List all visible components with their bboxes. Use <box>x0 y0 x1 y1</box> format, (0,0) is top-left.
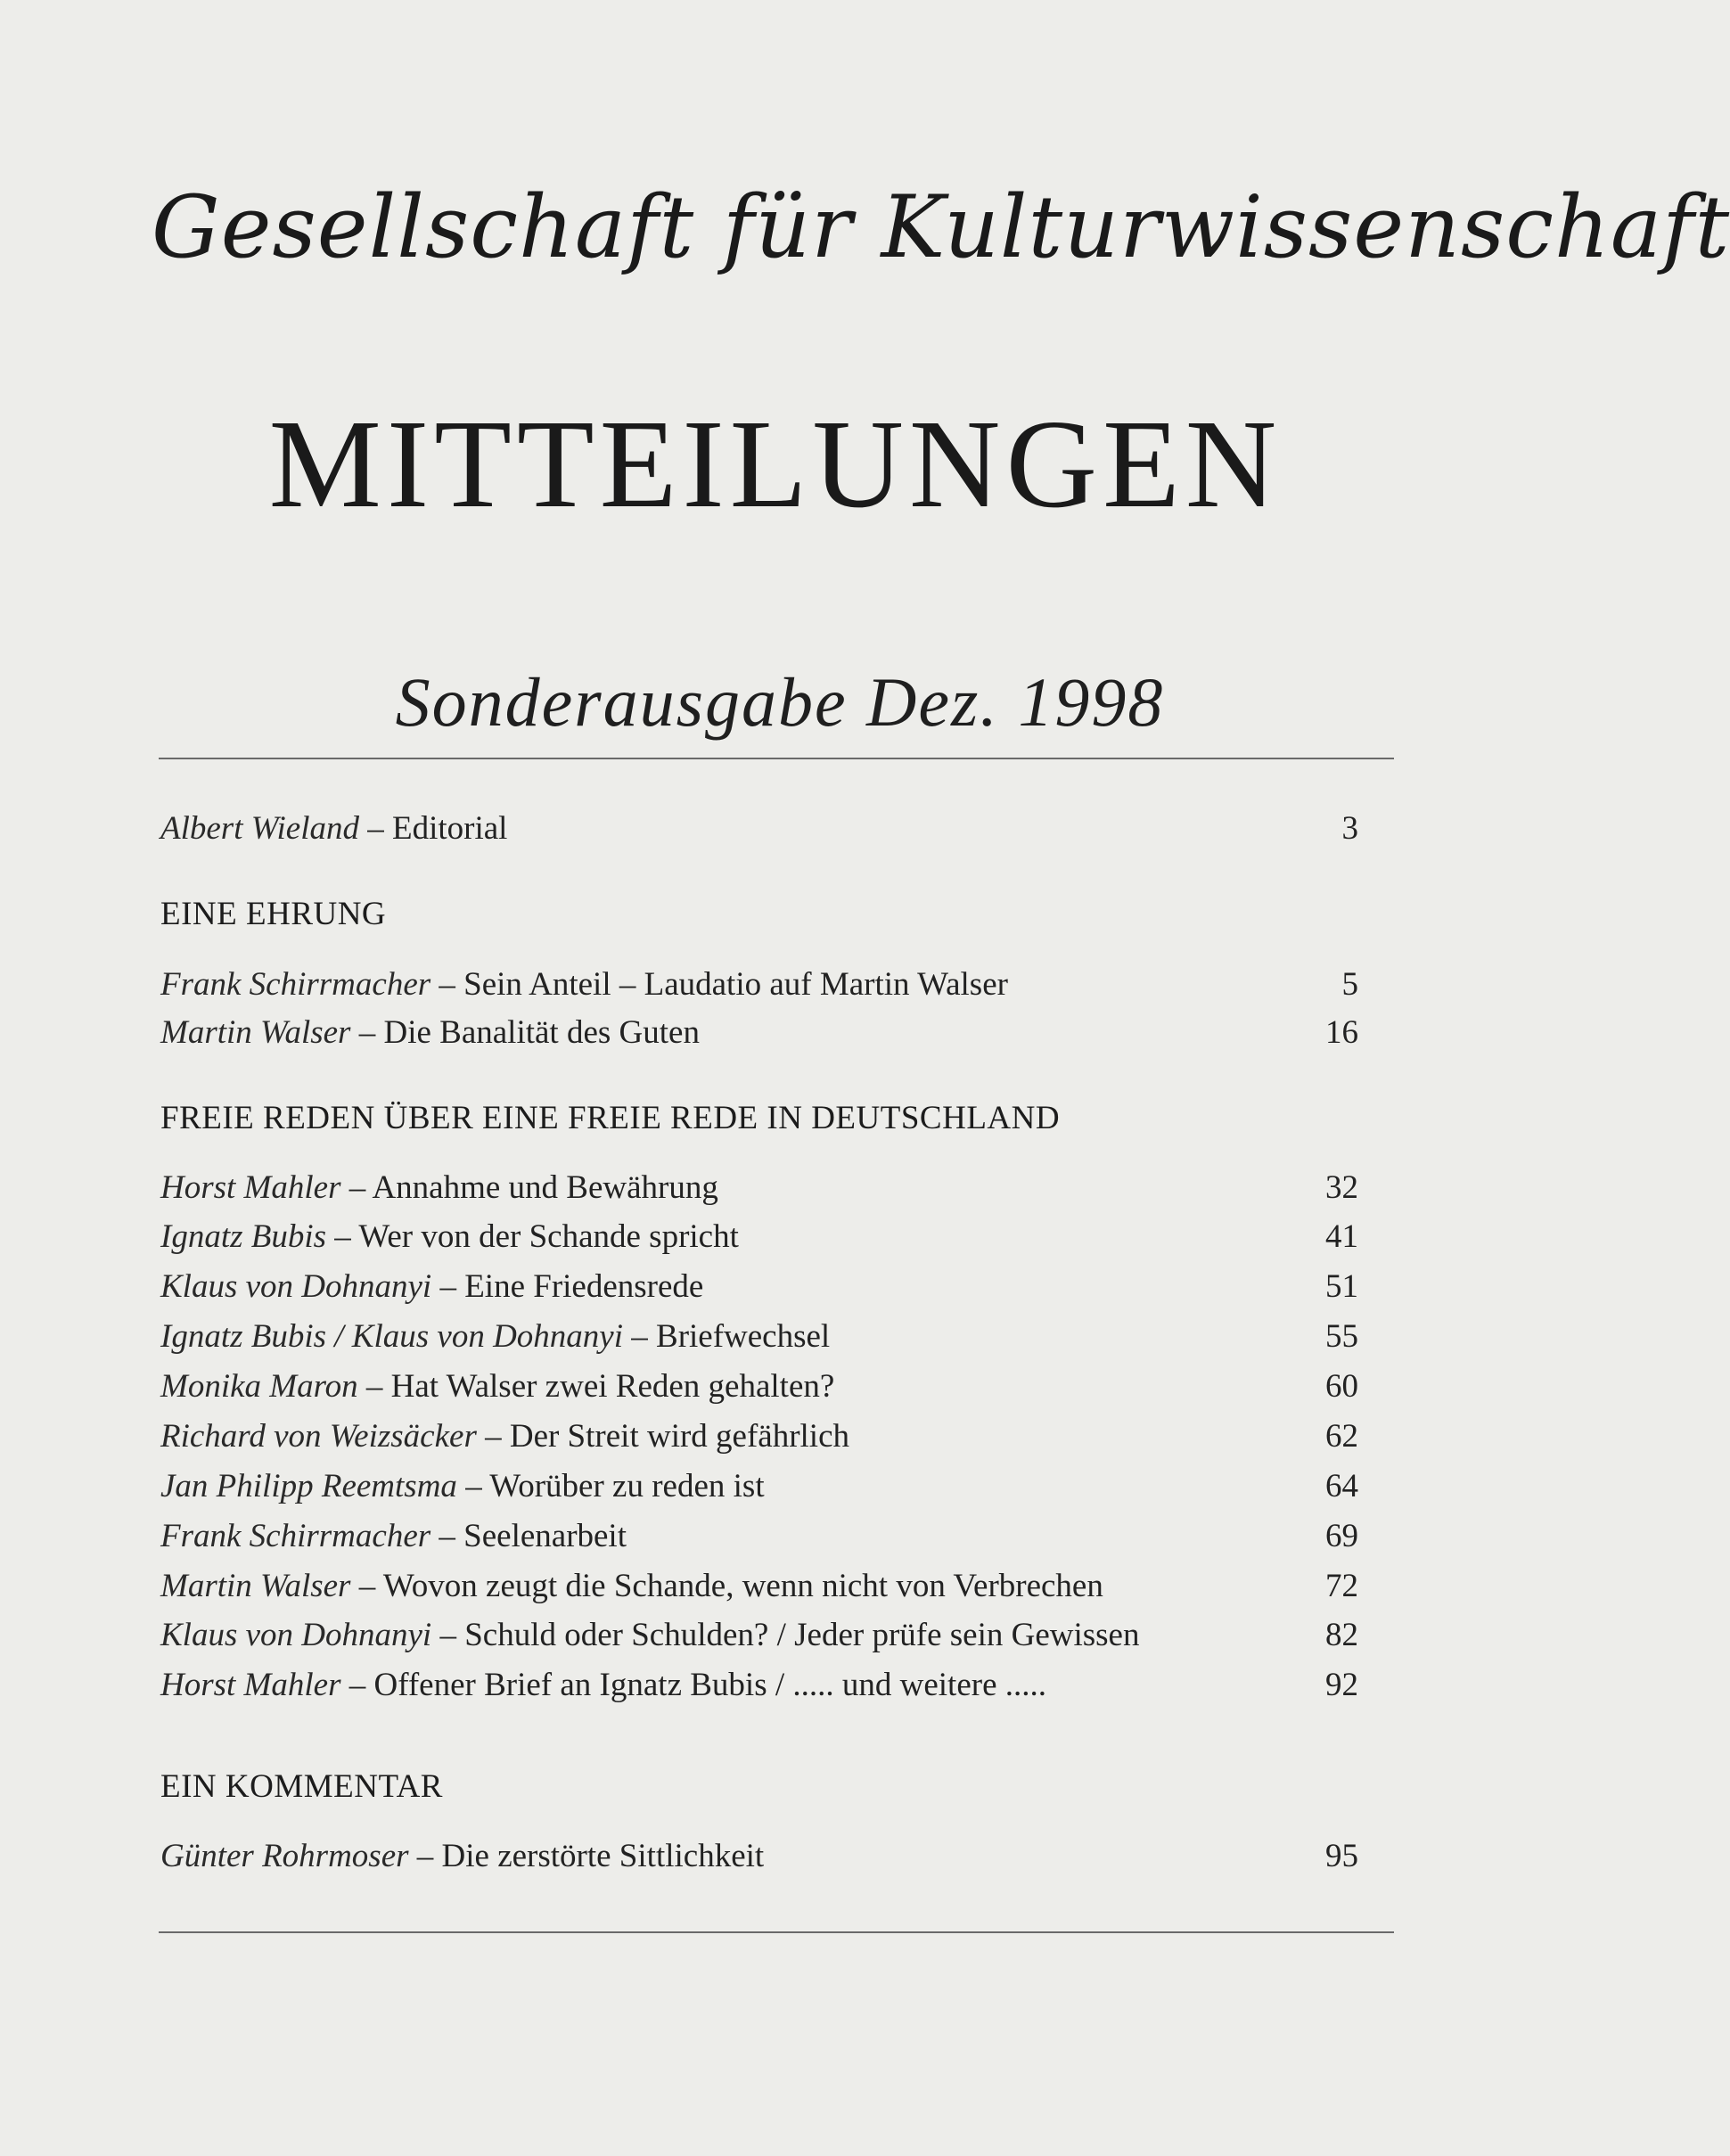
toc-entry <box>160 1315 830 1359</box>
toc-entry <box>160 1011 700 1055</box>
toc-title: Der Streit wird gefährlich <box>509 1418 850 1455</box>
toc-page-number: 82 <box>1325 1617 1358 1653</box>
toc-row <box>160 1663 1358 1708</box>
toc-separator: – <box>350 1014 384 1051</box>
toc-author: Ignatz Bubis / Klaus von Dohnanyi <box>160 1318 624 1355</box>
section-heading-eine-ehrung: EINE EHRUNG <box>160 896 387 932</box>
toc-author: Horst Mahler <box>160 1667 341 1703</box>
toc-row <box>160 1265 1358 1309</box>
toc-title: Eine Friedensrede <box>464 1268 704 1305</box>
toc-row <box>160 1564 1358 1609</box>
toc-page-number: 72 <box>1325 1568 1358 1604</box>
society-name: Gesellschaft für Kulturwissenschaft <box>152 177 1730 277</box>
toc-author: Horst Mahler <box>160 1169 341 1206</box>
top-divider <box>159 758 1394 759</box>
toc-entry <box>160 1365 834 1409</box>
toc-page-number: 41 <box>1325 1218 1358 1255</box>
toc-entry <box>160 1663 1046 1708</box>
toc-entry <box>160 1414 849 1459</box>
toc-title: Offener Brief an Ignatz Bubis / ..... und weitere ..... <box>373 1667 1046 1703</box>
toc-author: Martin Walser <box>160 1568 351 1604</box>
toc-author: Jan Philipp Reemtsma <box>160 1468 457 1504</box>
masthead-title: MITTEILUNGEN <box>268 393 1283 534</box>
issue-subtitle: Sonderausgabe Dez. 1998 <box>395 663 1165 741</box>
toc-title: Wovon zeugt die Schande, wenn nicht von Verbrechen <box>382 1568 1103 1604</box>
section-heading-freie-reden: FREIE REDEN ÜBER EINE FREIE REDE IN DEUTSCHLAND <box>160 1100 1061 1136</box>
toc-author: Ignatz Bubis <box>160 1218 327 1255</box>
toc-title: Seelenarbeit <box>463 1518 627 1554</box>
toc-row <box>160 1011 1358 1055</box>
toc-separator: – <box>476 1418 510 1455</box>
toc-author: Martin Walser <box>160 1014 351 1051</box>
toc-page-number: 69 <box>1325 1518 1358 1554</box>
toc-author: Klaus von Dohnanyi <box>160 1617 432 1653</box>
toc-title: Schuld oder Schulden? / Jeder prüfe sein Gewissen <box>464 1617 1140 1653</box>
toc-row <box>160 1514 1358 1559</box>
toc-row <box>160 1315 1358 1359</box>
toc-separator: – <box>430 966 464 1003</box>
toc-row-editorial <box>160 807 1358 851</box>
toc-title: Wer von der Schande spricht <box>358 1218 739 1255</box>
toc-page-number: 16 <box>1325 1014 1358 1051</box>
toc-separator: – <box>431 1617 465 1653</box>
toc-entry <box>160 1564 1103 1609</box>
toc-entry <box>160 963 1008 1007</box>
toc-row <box>160 1834 1358 1879</box>
toc-page-number: 3 <box>1341 810 1358 847</box>
toc-page-number: 92 <box>1325 1667 1358 1703</box>
toc-row <box>160 1365 1358 1409</box>
toc-separator: – <box>350 1568 383 1604</box>
toc-entry <box>160 807 507 851</box>
toc-row <box>160 1613 1358 1658</box>
toc-page-number: 95 <box>1325 1838 1358 1874</box>
toc-row <box>160 1166 1358 1210</box>
toc-title: Sein Anteil – Laudatio auf Martin Walser <box>463 966 1008 1003</box>
toc-separator: – <box>326 1218 359 1255</box>
toc-title: Briefwechsel <box>656 1318 831 1355</box>
toc-page-number: 51 <box>1325 1268 1358 1305</box>
toc-page-number: 5 <box>1341 966 1358 1003</box>
toc-separator: – <box>357 1368 391 1405</box>
toc-title: Worüber zu reden ist <box>489 1468 765 1504</box>
toc-title: Annahme und Bewährung <box>372 1169 718 1206</box>
toc-author: Klaus von Dohnanyi <box>160 1268 432 1305</box>
toc-author: Albert Wieland <box>160 810 359 847</box>
toc-separator: – <box>340 1667 374 1703</box>
toc-title: Editorial <box>392 810 508 847</box>
toc-entry <box>160 1265 703 1309</box>
toc-separator: – <box>431 1268 465 1305</box>
toc-row <box>160 1215 1358 1259</box>
toc-title: Die Banalität des Guten <box>383 1014 700 1051</box>
toc-page-number: 60 <box>1325 1368 1358 1405</box>
section-heading-ein-kommentar: EIN KOMMENTAR <box>160 1768 443 1805</box>
toc-row <box>160 963 1358 1007</box>
toc-row <box>160 1414 1358 1459</box>
toc-author: Frank Schirrmacher <box>160 966 431 1003</box>
toc-separator: – <box>340 1169 373 1206</box>
toc-row <box>160 1464 1358 1509</box>
toc-page-number: 64 <box>1325 1468 1358 1504</box>
toc-author: Günter Rohrmoser <box>160 1838 409 1874</box>
toc-entry <box>160 1834 764 1879</box>
toc-page-number: 32 <box>1325 1169 1358 1206</box>
toc-title: Hat Walser zwei Reden gehalten? <box>390 1368 835 1405</box>
toc-entry <box>160 1464 765 1509</box>
toc-page-number: 62 <box>1325 1418 1358 1455</box>
toc-separator: – <box>623 1318 657 1355</box>
toc-page-number: 55 <box>1325 1318 1358 1355</box>
toc-separator: – <box>359 810 392 847</box>
toc-separator: – <box>430 1518 464 1554</box>
toc-entry <box>160 1514 627 1559</box>
toc-entry <box>160 1613 1139 1658</box>
toc-author: Richard von Weizsäcker <box>160 1418 477 1455</box>
toc-title: Die zerstörte Sittlichkeit <box>441 1838 765 1874</box>
bottom-divider <box>159 1931 1394 1933</box>
toc-separator: – <box>408 1838 442 1874</box>
toc-separator: – <box>456 1468 490 1504</box>
toc-entry <box>160 1215 739 1259</box>
toc-author: Frank Schirrmacher <box>160 1518 431 1554</box>
toc-author: Monika Maron <box>160 1368 358 1405</box>
toc-entry <box>160 1166 718 1210</box>
